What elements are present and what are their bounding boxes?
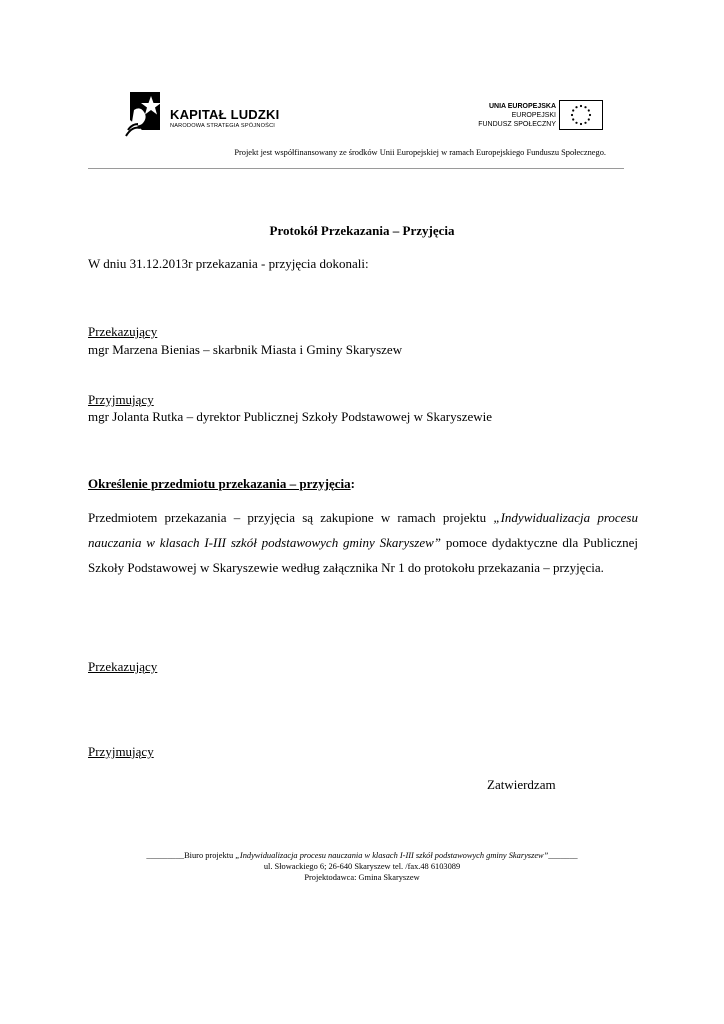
eu-star-icon [584,122,586,124]
signature-handing-over: Przekazujący [88,659,158,674]
eu-star-icon [572,118,574,120]
eu-star-icon [580,105,582,107]
kapital-ludzki-logo [124,90,284,140]
intro-text: W dniu 31.12.2013r przekazania - przyjęcia dokonali: [88,256,369,271]
eu-line-2: EUROPEJSKI [511,112,556,119]
footer-address: ul. Słowackiego 6; 26-640 Skaryszew tel. /fax.48 6103089 [263,862,461,871]
kapital-ludzki-subtitle: NARODOWA STRATEGIA SPÓJNOŚCI [170,123,276,129]
subject-body [88,505,638,580]
receiving-person: mgr Jolanta Rutka – dyrektor Publicznej Szkoły Podstawowej w Skaryszewie [88,409,493,424]
handing-over-person: mgr Marzena Bienias – skarbnik Miasta i Gminy Skaryszew [88,342,403,357]
eu-star-icon [572,109,574,111]
approve-label: Zatwierdzam [487,777,556,792]
document-title: Protokół Przekazania – Przyjęcia [269,223,455,238]
footer-line-1 [0,851,724,860]
eu-star-icon [584,106,586,108]
eu-star-icon [575,106,577,108]
footer-project-owner: Projektodawca: Gmina Skaryszew [304,873,420,882]
signature-receiving: Przyjmujący [88,744,154,759]
eu-text [478,102,556,129]
subject-heading-colon: : [350,476,355,491]
eu-star-icon [575,122,577,124]
footer-project-name: „Indywidualizacja procesu nauczania w klasach I-III szkół podstawowych gminy Skaryszew” [235,851,549,860]
eu-star-icon [588,118,590,120]
header-divider [88,168,624,169]
eu-star-icon [589,114,591,116]
eu-star-icon [580,123,582,125]
cofinancing-note: Projekt jest współfinansowany ze środków Unii Europejskiej w ramach Europejskiego Funduszu Społecznego. [234,148,606,157]
kapital-ludzki-emblem-icon [124,90,164,138]
footer-line-1-prefix: _________Biuro projektu [146,851,236,860]
subject-heading-text: Określenie przedmiotu przekazania – przyjęcia [88,476,351,491]
handing-over-label: Przekazujący [88,324,158,339]
subject-body-project-name: „Indywidualizacja procesu nauczania w klasach I-III szkół podstawowych gminy Skaryszew” [88,510,638,550]
eu-line-3: FUNDUSZ SPOŁECZNY [478,121,556,128]
subject-body-part-2: pomoce dydaktyczne dla Publicznej Szkoły Podstawowej w Skaryszewie według załącznika Nr 1 do protokołu przekazania – przyjęcia. [88,535,638,575]
footer-line-1-suffix: _______ [548,851,578,860]
receiving-label: Przyjmujący [88,392,154,407]
subject-heading [88,476,355,492]
subject-body-part-1: Przedmiotem przekazania – przyjęcia są zakupione w ramach projektu [88,510,494,525]
eu-line-1: UNIA EUROPEJSKA [488,103,556,110]
eu-flag-icon [559,100,603,130]
eu-logo [466,99,606,135]
eu-star-icon [588,109,590,111]
kapital-ludzki-title: KAPITAŁ LUDZKI [170,107,280,122]
eu-star-icon [571,114,573,116]
